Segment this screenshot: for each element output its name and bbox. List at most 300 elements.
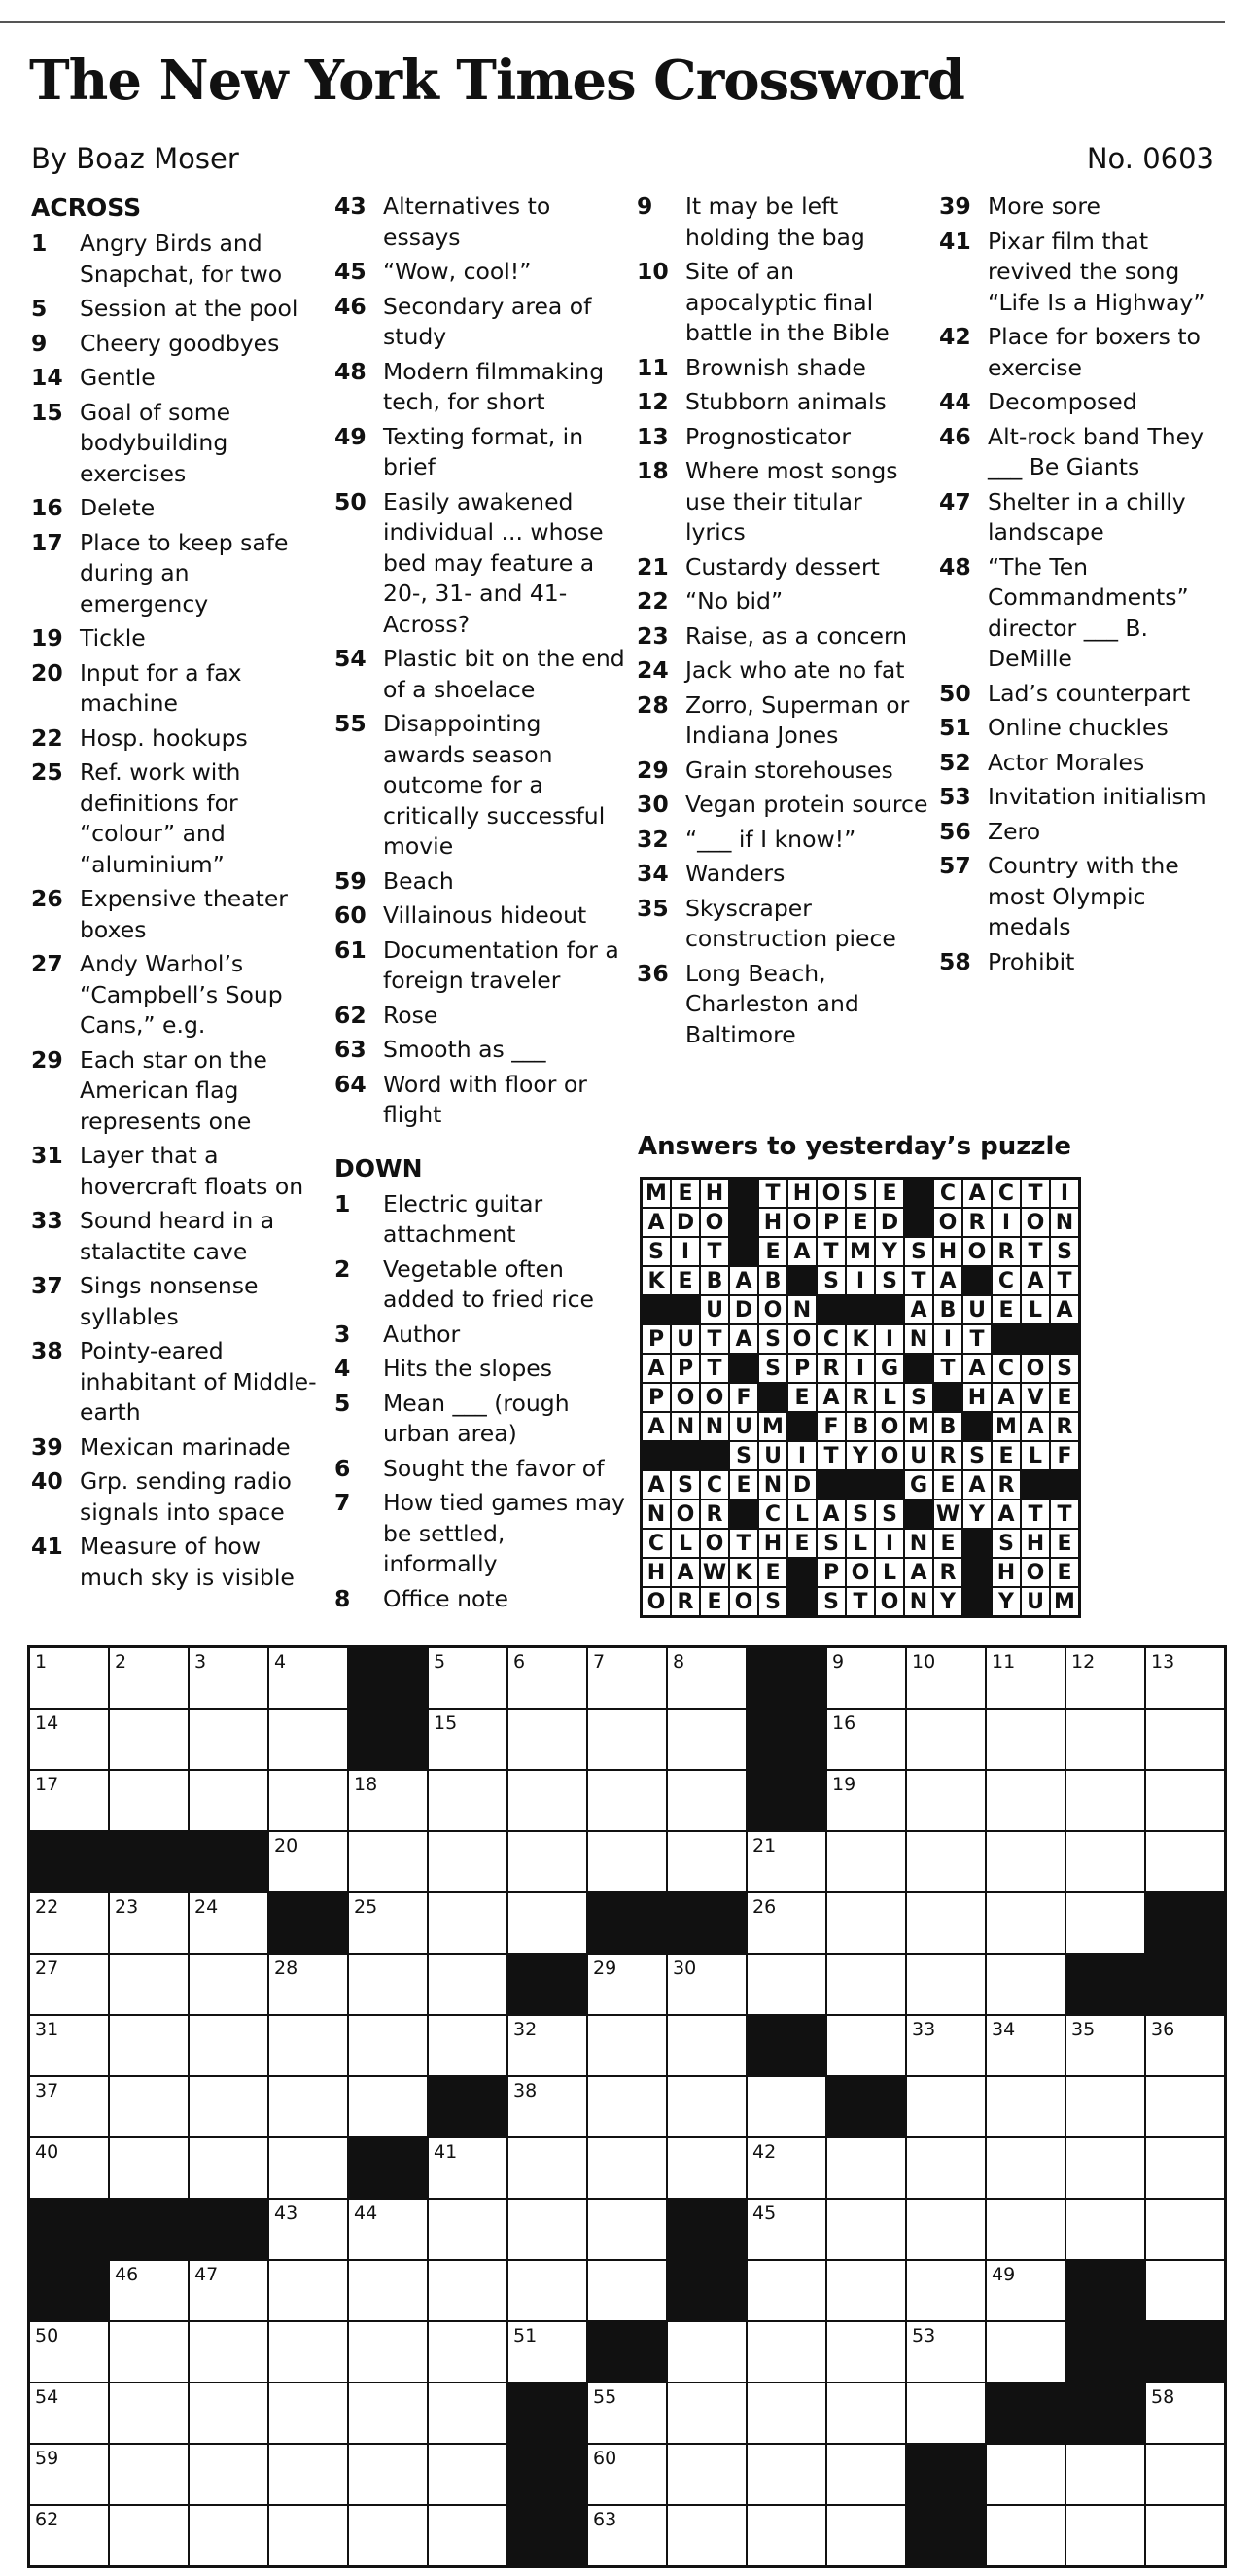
grid-cell[interactable] [1065,1770,1145,1831]
grid-cell[interactable] [667,2015,747,2076]
grid-cell[interactable] [428,2137,507,2199]
grid-cell[interactable] [986,2444,1065,2505]
grid-cell[interactable] [1145,2015,1225,2076]
grid-cell[interactable] [507,1892,587,1954]
grid-cell[interactable] [826,1709,906,1770]
clue-number: 27 [31,950,63,977]
grid-cell[interactable] [1145,1709,1225,1770]
grid-cell[interactable] [109,1954,189,2015]
grid-cell[interactable] [109,2076,189,2137]
grid-cell[interactable] [109,2382,189,2444]
grid-block [587,1892,667,1954]
grid-block [1145,1954,1225,2015]
grid-cell[interactable] [268,1709,348,1770]
grid-cell[interactable] [1065,2137,1145,2199]
puzzle-number: No. 0603 [1086,142,1214,175]
grid-cell[interactable] [906,2321,986,2382]
answer-letter: A [642,1208,671,1237]
grid-cell[interactable] [428,2260,507,2321]
grid-cell[interactable] [667,2321,747,2382]
grid-cell[interactable] [29,1770,109,1831]
grid-cell[interactable] [906,1770,986,1831]
grid-cell[interactable] [986,1770,1065,1831]
grid-cell[interactable] [507,1831,587,1892]
answer-letter: B [933,1295,962,1324]
grid-cell[interactable] [986,1954,1065,2015]
answer-block [787,1558,817,1587]
grid-cell[interactable] [1065,1831,1145,1892]
grid-cell[interactable] [986,2321,1065,2382]
grid-cell[interactable] [747,2260,826,2321]
grid-cell[interactable] [29,1892,109,1954]
answer-letter: R [933,1558,962,1587]
grid-cell[interactable] [507,2137,587,2199]
grid-cell[interactable] [109,2260,189,2321]
cell-number: 16 [832,1712,856,1734]
grid-cell[interactable] [29,2321,109,2382]
grid-cell[interactable] [268,2076,348,2137]
grid-cell[interactable] [986,1709,1065,1770]
grid-cell[interactable] [189,1892,268,1954]
clue-number: 18 [637,457,669,484]
grid-cell[interactable] [986,1647,1065,1709]
grid-cell[interactable] [348,1831,428,1892]
clue-number: 9 [637,193,653,220]
grid-cell[interactable] [667,1954,747,2015]
grid-cell[interactable] [348,1770,428,1831]
grid-cell[interactable] [29,2137,109,2199]
grid-cell[interactable] [587,1709,667,1770]
grid-cell[interactable] [587,2505,667,2566]
clue-number: 56 [939,817,971,845]
clue-column-1 [31,192,323,1597]
grid-cell[interactable] [109,2015,189,2076]
grid-cell[interactable] [1065,2199,1145,2260]
grid-cell[interactable] [587,1831,667,1892]
grid-cell[interactable] [507,2199,587,2260]
answer-letter: H [933,1237,962,1266]
grid-cell[interactable] [1145,2444,1225,2505]
grid-cell[interactable] [348,2505,428,2566]
grid-cell[interactable] [268,1647,348,1709]
grid-cell[interactable] [507,1647,587,1709]
clue-text: Online chuckles [988,714,1169,741]
grid-cell[interactable] [906,1831,986,1892]
grid-block [348,1709,428,1770]
grid-cell[interactable] [1145,1831,1225,1892]
grid-cell[interactable] [587,2260,667,2321]
grid-cell[interactable] [29,2076,109,2137]
grid-cell[interactable] [906,1709,986,1770]
answer-block [904,1354,933,1383]
grid-cell[interactable] [507,2076,587,2137]
grid-cell[interactable] [986,2199,1065,2260]
clue-text: Pixar film that revived the song “Life Is a Highway” [988,227,1205,316]
grid-cell[interactable] [348,1892,428,1954]
clue-number: 5 [31,295,48,322]
grid-cell[interactable] [826,2260,906,2321]
grid-block [268,1892,348,1954]
answer-letter: O [962,1237,992,1266]
answer-letter: A [962,1179,992,1208]
clue-text: Vegan protein source [685,791,928,818]
clue [637,552,928,583]
grid-cell[interactable] [587,1647,667,1709]
grid-cell[interactable] [826,2444,906,2505]
grid-cell[interactable] [428,1770,507,1831]
grid-cell[interactable] [826,2382,906,2444]
grid-cell[interactable] [189,1709,268,1770]
grid-cell[interactable] [268,2199,348,2260]
grid-cell[interactable] [906,2260,986,2321]
answer-letter: O [875,1441,904,1470]
grid-cell[interactable] [667,2382,747,2444]
grid-cell[interactable] [747,2076,826,2137]
grid-cell[interactable] [747,2137,826,2199]
grid-cell[interactable] [1145,2199,1225,2260]
answer-letter: F [729,1383,758,1412]
grid-cell[interactable] [1065,2505,1145,2566]
grid-cell[interactable] [348,2260,428,2321]
grid-block [1065,1954,1145,2015]
grid-cell[interactable] [507,2260,587,2321]
grid-cell[interactable] [268,1954,348,2015]
grid-cell[interactable] [268,2382,348,2444]
answer-letter: E [1050,1383,1079,1412]
grid-cell[interactable] [826,1892,906,1954]
answer-letter: S [671,1470,700,1500]
answer-letter: N [1050,1208,1079,1237]
grid-cell[interactable] [268,2505,348,2566]
grid-cell[interactable] [189,1770,268,1831]
answer-letter: R [1050,1412,1079,1441]
grid-cell[interactable] [29,2382,109,2444]
grid-cell[interactable] [1145,2505,1225,2566]
clue-number: 53 [939,783,971,810]
answer-letter: S [992,1529,1021,1558]
grid-cell[interactable] [189,1954,268,2015]
grid-cell[interactable] [906,2015,986,2076]
answer-block [846,1470,875,1500]
grid-cell[interactable] [986,2137,1065,2199]
grid-cell[interactable] [826,2321,906,2382]
grid-cell[interactable] [428,2444,507,2505]
grid-cell[interactable] [986,2076,1065,2137]
grid-cell[interactable] [428,2321,507,2382]
grid-cell[interactable] [906,1892,986,1954]
grid-cell[interactable] [268,1770,348,1831]
clue [939,782,1231,813]
cell-number: 51 [513,2325,538,2347]
grid-cell[interactable] [747,2444,826,2505]
clue-text: Grain storehouses [685,756,893,784]
grid-cell[interactable] [667,2505,747,2566]
answer-block [729,1208,758,1237]
grid-cell[interactable] [109,2137,189,2199]
clue-number: 8 [334,1584,351,1612]
answer-block [962,1529,992,1558]
grid-cell[interactable] [906,2382,986,2444]
clue [334,1354,626,1385]
cell-number: 50 [35,2325,59,2347]
grid-cell[interactable] [507,1770,587,1831]
grid-cell[interactable] [29,1709,109,1770]
answer-letter: A [729,1324,758,1354]
clue-number: 31 [31,1142,63,1169]
answer-letter: C [817,1324,846,1354]
answer-block [933,1383,962,1412]
grid-cell[interactable] [667,1831,747,1892]
answer-letter: K [642,1266,671,1295]
answer-block [642,1441,671,1470]
grid-cell[interactable] [1065,2444,1145,2505]
answer-letter: S [758,1354,787,1383]
grid-cell[interactable] [1065,2076,1145,2137]
clue-number: 2 [334,1254,351,1283]
grid-cell[interactable] [109,2444,189,2505]
grid-cell[interactable] [1145,2076,1225,2137]
grid-cell[interactable] [986,2015,1065,2076]
grid-cell[interactable] [587,2015,667,2076]
grid-cell[interactable] [109,1770,189,1831]
answer-letter: C [992,1179,1021,1208]
grid-cell[interactable] [428,2015,507,2076]
grid-cell[interactable] [826,1831,906,1892]
grid-cell[interactable] [29,2444,109,2505]
grid-cell[interactable] [348,2015,428,2076]
grid-cell[interactable] [348,2076,428,2137]
crossword-grid [27,1645,1227,2568]
grid-cell[interactable] [986,1831,1065,1892]
clue [31,623,323,654]
grid-cell[interactable] [189,2076,268,2137]
clue-text: Vegetable often added to fried rice [383,1254,595,1313]
clue [939,192,1231,223]
grid-cell[interactable] [906,1647,986,1709]
grid-cell[interactable] [667,2137,747,2199]
grid-cell[interactable] [747,2321,826,2382]
cell-number: 44 [354,2203,378,2224]
grid-cell[interactable] [348,1954,428,2015]
answer-letter: C [642,1529,671,1558]
grid-cell[interactable] [986,2505,1065,2566]
clue-text: Expensive theater boxes [80,885,288,943]
grid-cell[interactable] [667,1709,747,1770]
grid-block [1145,1892,1225,1954]
grid-cell[interactable] [587,2137,667,2199]
answer-letter: A [642,1470,671,1500]
clue [334,900,626,932]
answers-heading: Answers to yesterday’s puzzle [638,1132,1072,1161]
answer-letter: A [1021,1412,1050,1441]
grid-cell[interactable] [348,2321,428,2382]
answer-letter: M [904,1412,933,1441]
grid-cell[interactable] [906,1954,986,2015]
clue-text: Jack who ate no fat [685,656,905,684]
grid-cell[interactable] [906,2137,986,2199]
grid-cell[interactable] [1145,2382,1225,2444]
answer-letter: I [875,1324,904,1354]
grid-cell[interactable] [986,1892,1065,1954]
grid-cell[interactable] [348,2444,428,2505]
grid-block [747,1770,826,1831]
answer-letter: K [846,1324,875,1354]
grid-cell[interactable] [826,1954,906,2015]
clue [939,322,1231,383]
grid-cell[interactable] [826,1647,906,1709]
cell-number: 60 [593,2448,617,2469]
grid-cell[interactable] [587,2076,667,2137]
clue [31,1532,323,1593]
grid-cell[interactable] [1145,2137,1225,2199]
grid-cell[interactable] [109,1647,189,1709]
grid-cell[interactable] [747,1954,826,2015]
grid-cell[interactable] [109,2505,189,2566]
grid-cell[interactable] [189,1647,268,1709]
cell-number: 9 [832,1651,845,1673]
grid-cell[interactable] [1145,1770,1225,1831]
clue-column-4 [939,192,1231,981]
answer-letter: O [787,1208,817,1237]
grid-cell[interactable] [189,2015,268,2076]
grid-cell[interactable] [1065,1892,1145,1954]
clue [334,192,626,253]
clue-number: 20 [31,658,63,687]
grid-cell[interactable] [1145,2260,1225,2321]
grid-cell[interactable] [747,1831,826,1892]
grid-cell[interactable] [587,2382,667,2444]
grid-cell[interactable] [268,2444,348,2505]
answer-block [1021,1470,1050,1500]
grid-cell[interactable] [268,2260,348,2321]
answer-letter: U [729,1412,758,1441]
grid-cell[interactable] [428,1892,507,1954]
grid-cell[interactable] [747,2505,826,2566]
grid-cell[interactable] [29,2015,109,2076]
grid-cell[interactable] [587,1954,667,2015]
grid-cell[interactable] [29,1647,109,1709]
answer-letter: E [933,1529,962,1558]
grid-cell[interactable] [428,1954,507,2015]
clue [637,387,928,418]
grid-cell[interactable] [428,2199,507,2260]
answer-letter: B [700,1266,729,1295]
grid-cell[interactable] [906,2076,986,2137]
grid-cell[interactable] [428,2382,507,2444]
grid-cell[interactable] [826,2137,906,2199]
grid-cell[interactable] [1065,1647,1145,1709]
cell-number: 23 [115,1896,139,1918]
grid-cell[interactable] [826,2199,906,2260]
grid-cell[interactable] [189,2505,268,2566]
grid-cell[interactable] [906,2199,986,2260]
answer-letter: L [875,1558,904,1587]
answer-letter: O [933,1208,962,1237]
grid-cell[interactable] [109,1892,189,1954]
grid-cell[interactable] [189,2137,268,2199]
clue-text: Mexican marinade [80,1432,291,1461]
grid-cell[interactable] [826,2505,906,2566]
grid-cell[interactable] [189,2444,268,2505]
answer-letter: M [846,1237,875,1266]
clue [334,1454,626,1485]
grid-block [1065,2260,1145,2321]
answer-block [875,1295,904,1324]
grid-cell[interactable] [189,2382,268,2444]
answer-letter: P [671,1354,700,1383]
grid-cell[interactable] [507,2015,587,2076]
clue-number: 22 [31,723,63,752]
answer-letter: K [729,1558,758,1587]
grid-cell[interactable] [29,1954,109,2015]
grid-cell[interactable] [428,1709,507,1770]
grid-cell[interactable] [189,2260,268,2321]
grid-cell[interactable] [348,2199,428,2260]
clue-text: Zorro, Superman or Indiana Jones [685,690,910,749]
clue-text: Modern filmmaking tech, for short [383,357,605,415]
answer-letter: E [992,1441,1021,1470]
grid-cell[interactable] [747,1892,826,1954]
clue-text: Plastic bit on the end of a shoelace [383,645,625,703]
grid-cell[interactable] [747,2382,826,2444]
clue [334,1389,626,1450]
grid-cell[interactable] [109,2321,189,2382]
clue [31,493,323,524]
grid-cell[interactable] [587,2199,667,2260]
grid-cell[interactable] [428,2505,507,2566]
grid-cell[interactable] [826,2015,906,2076]
clue-number: 25 [31,759,63,786]
clue [334,866,626,898]
grid-cell[interactable] [268,2137,348,2199]
grid-cell[interactable] [268,2015,348,2076]
answer-block [962,1266,992,1295]
answer-letter: O [671,1383,700,1412]
answer-letter: A [904,1558,933,1587]
grid-cell[interactable] [507,2321,587,2382]
grid-cell[interactable] [1065,1709,1145,1770]
grid-cell[interactable] [1145,1647,1225,1709]
grid-cell[interactable] [667,1770,747,1831]
grid-cell[interactable] [747,2199,826,2260]
grid-cell[interactable] [189,2321,268,2382]
grid-cell[interactable] [587,1770,667,1831]
grid-cell[interactable] [667,2076,747,2137]
grid-cell[interactable] [428,1647,507,1709]
clue-text: Electric guitar attachment [383,1189,543,1248]
grid-cell[interactable] [29,2505,109,2566]
grid-cell[interactable] [109,1709,189,1770]
grid-cell[interactable] [667,2444,747,2505]
clue-text: “Wow, cool!” [383,258,532,285]
answer-letter: A [729,1266,758,1295]
grid-cell[interactable] [507,1709,587,1770]
grid-cell[interactable] [1065,2015,1145,2076]
answer-letter: T [1021,1237,1050,1266]
grid-cell[interactable] [268,1831,348,1892]
answer-letter: E [671,1179,700,1208]
grid-cell[interactable] [986,2260,1065,2321]
grid-block [667,2199,747,2260]
grid-cell[interactable] [428,1831,507,1892]
grid-cell[interactable] [826,1770,906,1831]
clue [939,552,1231,675]
grid-block [348,1647,428,1709]
grid-cell[interactable] [268,2321,348,2382]
grid-cell[interactable] [667,1647,747,1709]
grid-cell[interactable] [348,2382,428,2444]
grid-cell[interactable] [587,2444,667,2505]
